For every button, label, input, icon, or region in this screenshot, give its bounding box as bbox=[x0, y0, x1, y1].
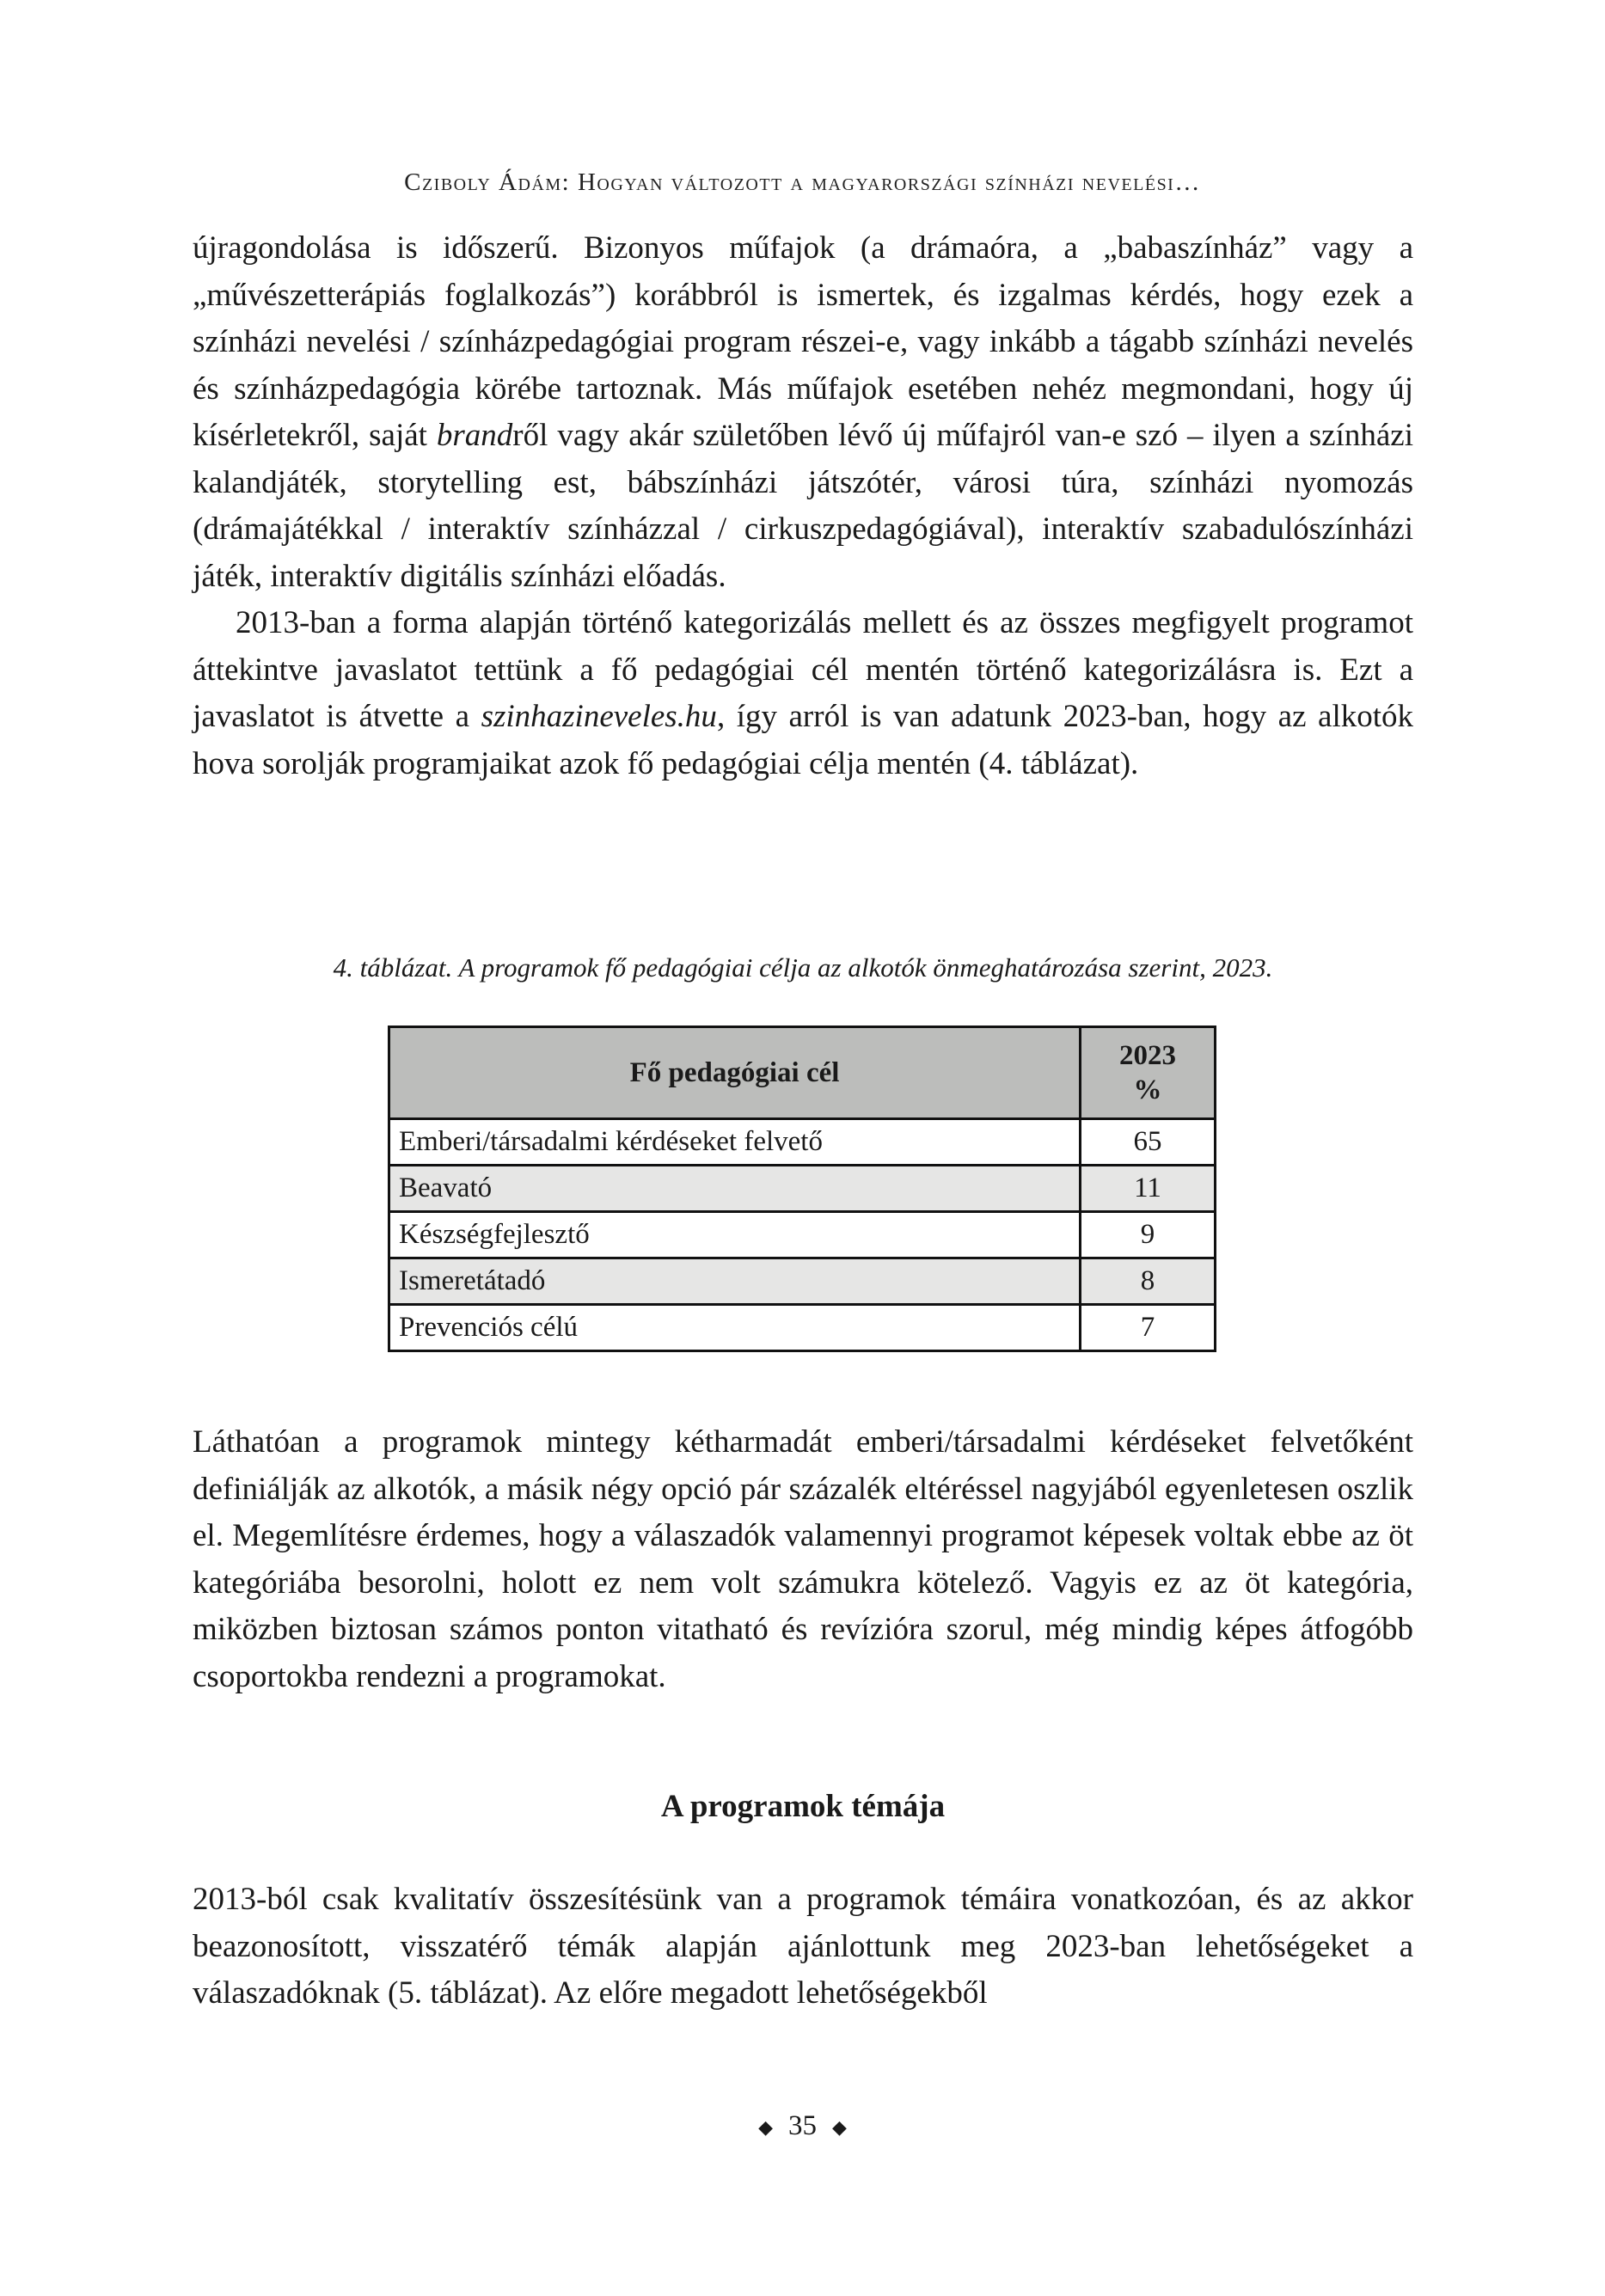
header-year: 2023 bbox=[1119, 1040, 1176, 1071]
row-value: 11 bbox=[1081, 1166, 1216, 1212]
body-text-top bbox=[193, 225, 1413, 787]
paragraph-themes: 2013-ból csak kvalitatív összesítésünk van a programok témáira vonatkozóan, és az akkor beazonosított, visszatérő témák alapján ajánlottunk meg 2023-ban lehetőségeket a válaszadóknak (5. táblázat). Az előre megadott lehetőségekből bbox=[193, 1882, 1413, 2011]
row-label: Beavató bbox=[389, 1166, 1081, 1212]
page-footer bbox=[0, 2110, 1605, 2142]
running-head: Cziboly Ádám: Hogyan változott a magyarországi színházi nevelési… bbox=[404, 168, 1201, 196]
paragraph-analysis: Láthatóan a programok mintegy kétharmadát emberi/társadalmi kérdéseket felvetőként definiálják az alkotók, a másik négy opció pár százalék eltéréssel nagyjából egyenletesen oszlik el. Megemlítésre érdemes, hogy a válaszadók valamennyi programot képesek voltak ebbe az öt kategóriába besorolni, holott ez nem volt számukra kötelező. Vagyis ez az öt kategória, miközben biztosan számos ponton vitatható és revízióra szorul, még mindig képes átfogóbb csoportokba rendezni a programokat. bbox=[193, 1424, 1413, 1694]
diamond-ornament-icon: ◆ bbox=[832, 2116, 847, 2139]
table-caption: 4. táblázat. A programok fő pedagógiai célja az alkotók önmeghatározása szerint, 2023. bbox=[333, 952, 1273, 983]
table-row bbox=[389, 1119, 1216, 1166]
text-run: ről vagy akár születőben lévő új műfajról van-e szó – ilyen a színházi kalandjáték, storytelling est, bábszínházi játszótér, városi túra, színházi nyomozás (drámajátékkal / interaktív színházzal / cirkuszpedagógiával), interaktív szabadulószínházi játék, interaktív digitális színházi előadás. bbox=[193, 418, 1414, 594]
section-heading: A programok témája bbox=[660, 1789, 946, 1824]
text-run: , így arról is van adatunk 2023-ban, hogy az alkotók hova sorolják programjaikat azok fő pedagógiai célja mentén (4. táblázat). bbox=[193, 699, 1413, 781]
paragraph-genres bbox=[193, 225, 1413, 600]
header-goal: Fő pedagógiai cél bbox=[389, 1027, 1081, 1119]
header-percent: % bbox=[1133, 1075, 1162, 1105]
pedagogical-goal-table bbox=[388, 1026, 1216, 1352]
diamond-ornament-icon: ◆ bbox=[758, 2116, 773, 2139]
row-label: Készségfejlesztő bbox=[389, 1212, 1081, 1258]
row-value: 9 bbox=[1081, 1212, 1216, 1258]
italic-term: brand bbox=[436, 418, 513, 453]
body-text-middle bbox=[193, 1419, 1413, 1700]
italic-website: szinhazineveles.hu bbox=[481, 699, 717, 734]
header-year-percent bbox=[1081, 1027, 1216, 1119]
text-run: 2013-ban a forma alapján történő kategorizálás mellett és az összes megfigyelt programot áttekintve javaslatot tettünk a fő pedagógiai cél mentén történő kategorizálásra is. Ezt a javaslatot is átvette a bbox=[193, 605, 1413, 734]
row-value: 8 bbox=[1081, 1258, 1216, 1305]
table-header-row bbox=[389, 1027, 1216, 1119]
paragraph-categorization bbox=[193, 600, 1413, 787]
page-number: 35 bbox=[788, 2110, 817, 2141]
body-text-bottom bbox=[193, 1877, 1413, 2017]
table-row bbox=[389, 1305, 1216, 1351]
table-row bbox=[389, 1212, 1216, 1258]
row-label: Prevenciós célú bbox=[389, 1305, 1081, 1351]
row-label: Ismeretátadó bbox=[389, 1258, 1081, 1305]
row-value: 7 bbox=[1081, 1305, 1216, 1351]
table-row bbox=[389, 1166, 1216, 1212]
table-row bbox=[389, 1258, 1216, 1305]
row-label: Emberi/társadalmi kérdéseket felvető bbox=[389, 1119, 1081, 1166]
row-value: 65 bbox=[1081, 1119, 1216, 1166]
text-run: újragondolása is időszerű. Bizonyos műfajok (a drámaóra, a „babaszínház” vagy a „művészetterápiás foglalkozás”) korábbról is ismertek, és izgalmas kérdés, hogy ezek a színházi nevelési / színházpedagógiai program részei-e, vagy inkább a tágabb színházi nevelés és színházpedagógia körébe tartoznak. Más műfajok esetében nehéz megmondani, hogy új kísérletekről, saját bbox=[193, 230, 1413, 453]
